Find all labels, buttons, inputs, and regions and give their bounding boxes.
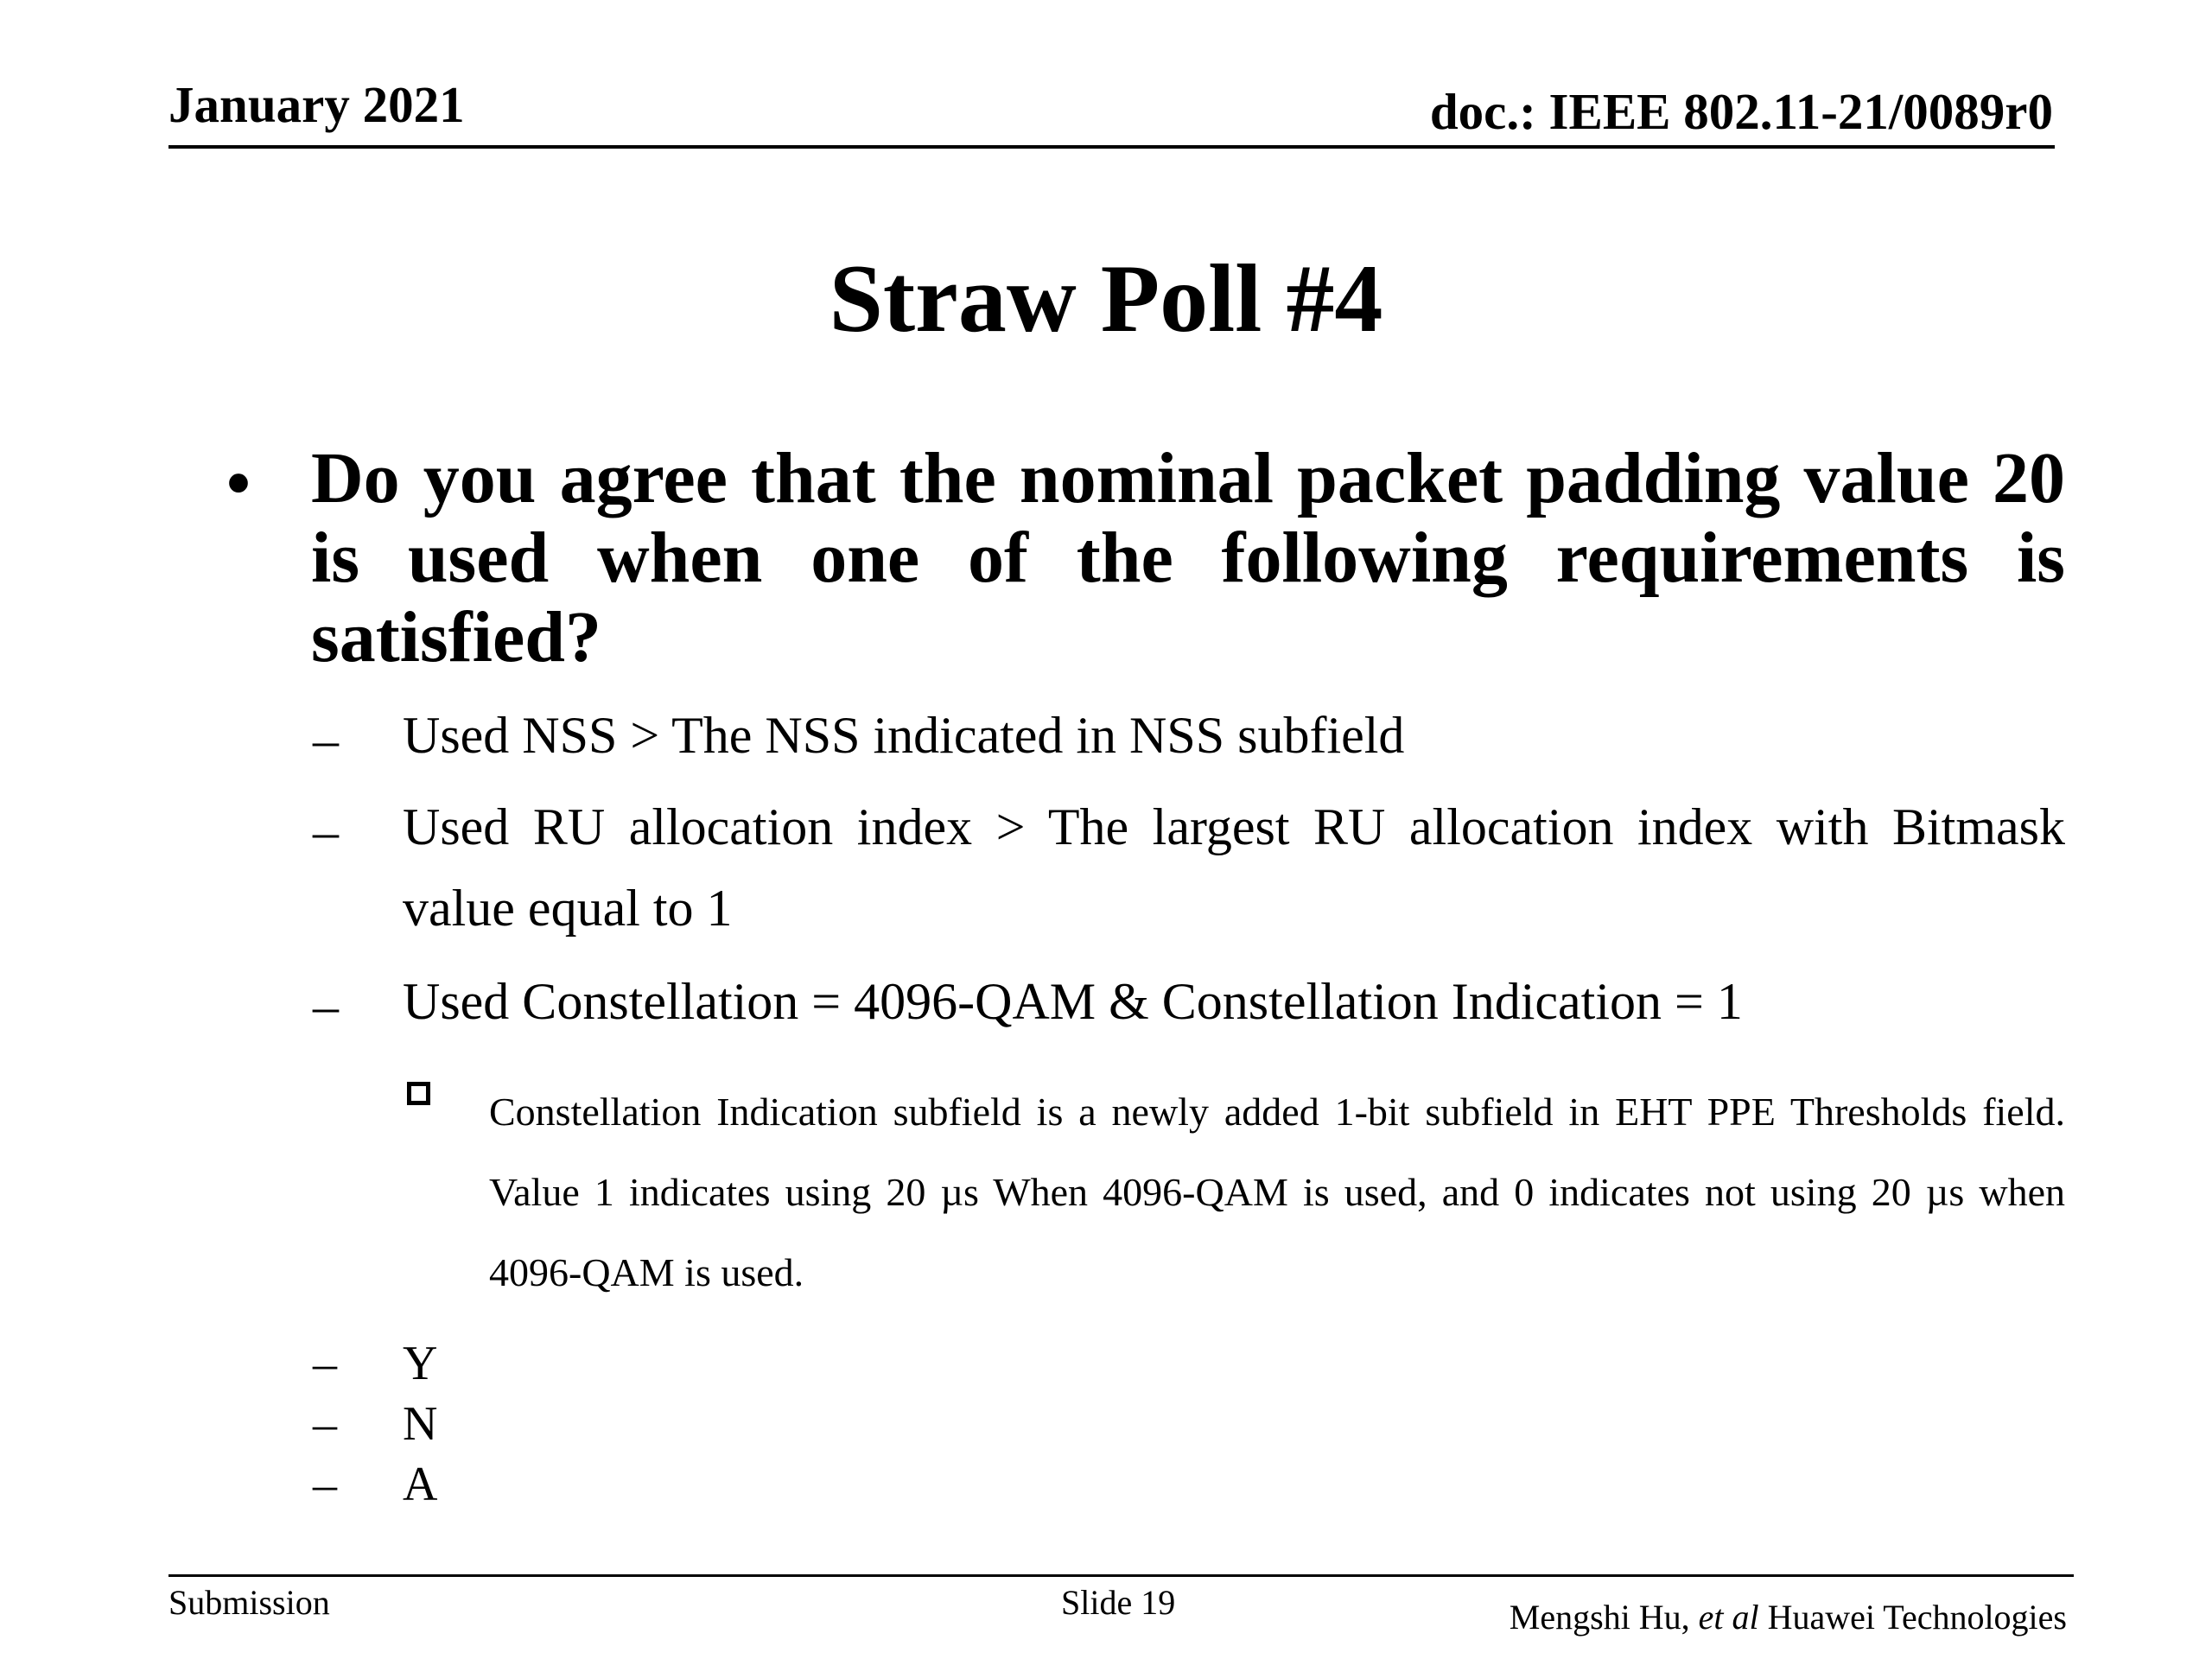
requirement-item: Used RU allocation index > The largest RU allocation index with Bitmask value equal to 1 [403, 798, 2065, 937]
author-name: Mengshi Hu, [1509, 1598, 1699, 1637]
author-etal: et al [1698, 1598, 1759, 1637]
dash-icon: – [313, 803, 339, 860]
author-org: Huawei Technologies [1758, 1598, 2067, 1637]
requirement-item: Used Constellation = 4096-QAM & Constellation Indication = 1 [403, 973, 1743, 1030]
dash-icon: – [313, 1337, 337, 1390]
option-item: Y [403, 1337, 438, 1390]
constellation-note: Constellation Indication subfield is a newly added 1-bit subfield in EHT PPE Thresholds field. Value 1 indicates using 20 µs When 4096-QAM is used, and 0 indicates not using 20 µs when 4096-QAM is used. [489, 1090, 2065, 1294]
option-item: N [403, 1397, 438, 1451]
footer-submission: Submission [168, 1583, 330, 1622]
footer-slide-number: Slide 19 [1061, 1583, 1176, 1622]
header-divider [168, 145, 2055, 149]
header-date: January 2021 [168, 76, 465, 133]
bullet-dot-icon: • [226, 446, 251, 522]
dash-icon: – [313, 977, 339, 1034]
option-item: A [403, 1458, 438, 1511]
slide-title: Straw Poll #4 [829, 245, 1383, 353]
dash-icon: – [313, 1397, 337, 1451]
header-doc-id: doc.: IEEE 802.11-21/0089r0 [1429, 83, 2053, 140]
dash-icon: – [313, 1458, 337, 1511]
footer-author [1510, 1600, 2067, 1635]
dash-icon: – [313, 711, 339, 768]
requirement-item: Used NSS > The NSS indicated in NSS subfield [403, 707, 1405, 764]
square-bullet-icon [407, 1082, 430, 1105]
footer-divider [168, 1574, 2074, 1577]
main-question: Do you agree that the nominal packet padding value 20 is used when one of the following requirements is satisfied? [311, 438, 2065, 677]
